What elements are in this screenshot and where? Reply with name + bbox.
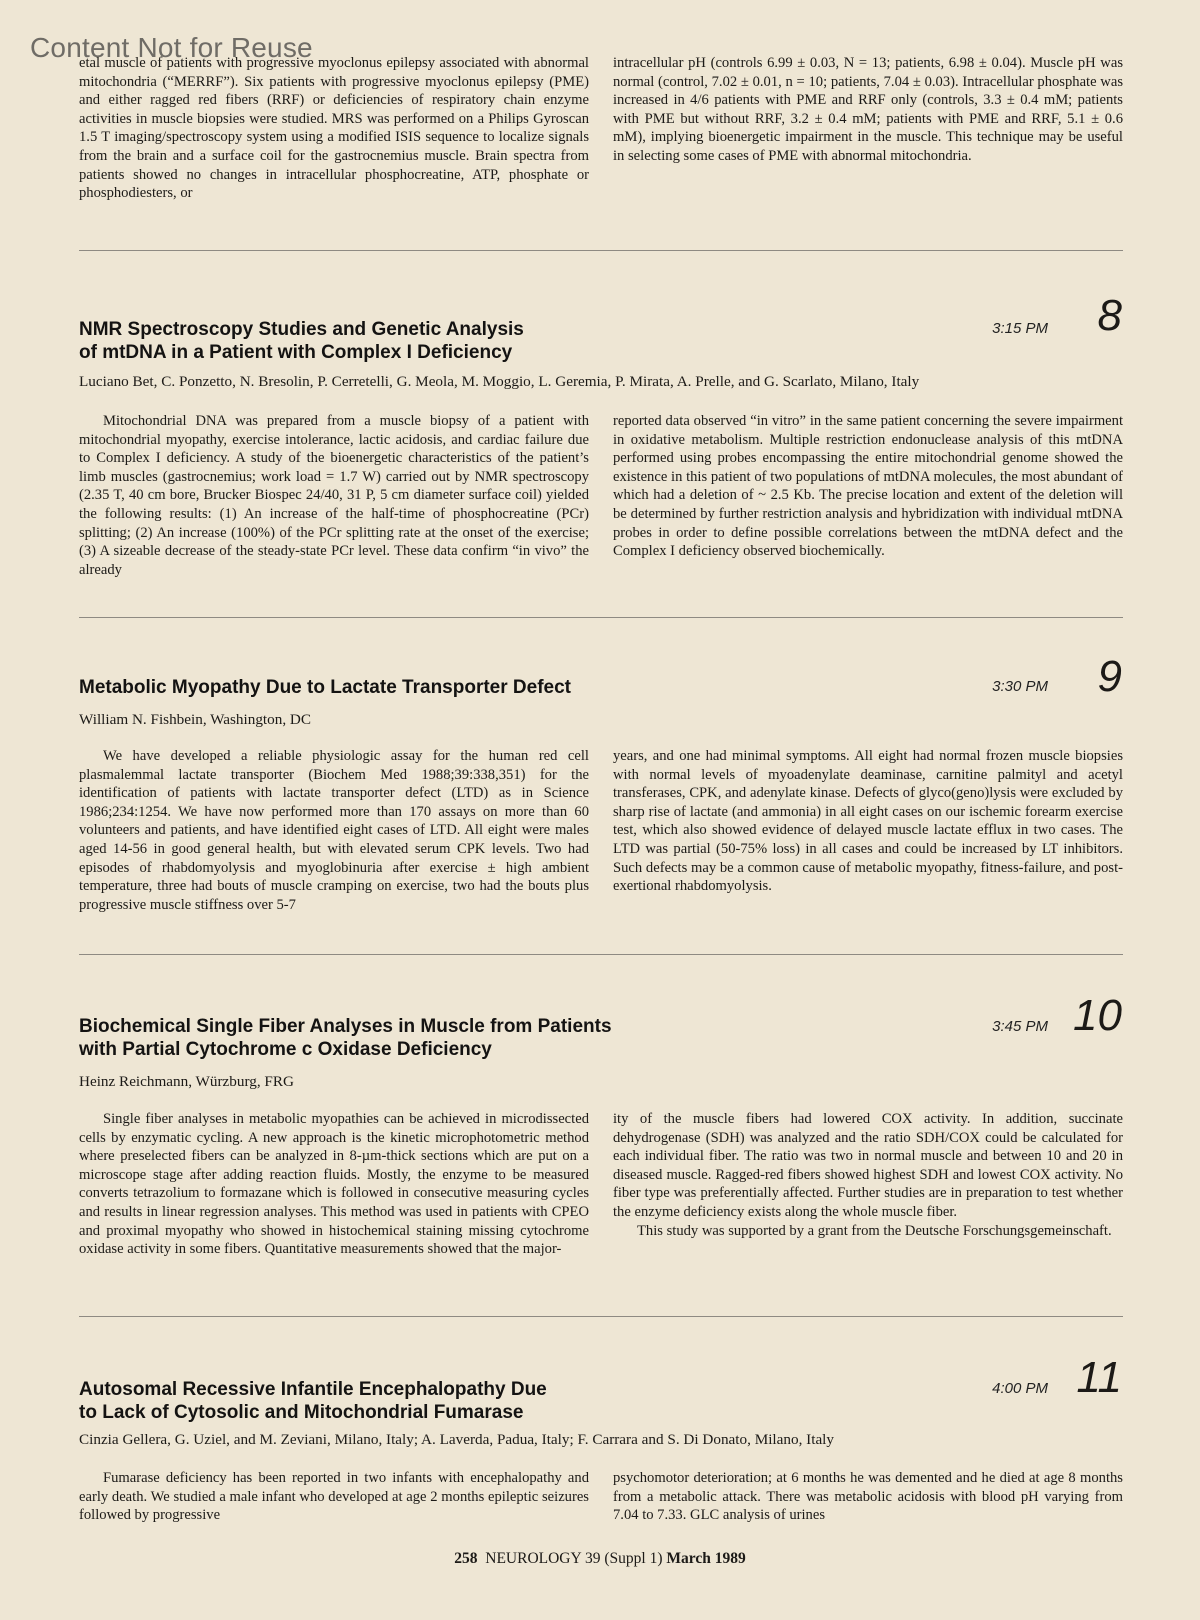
abstract-8-title xyxy=(79,318,899,364)
abstract-11-left-text: Fumarase deficiency has been reported in two infants with encephalopathy and early death. We studied a male infant who developed at age 2 months epileptic seizures followed by progressive xyxy=(79,1470,589,1524)
abstract-8-body xyxy=(79,412,1123,579)
abstract-11-title-line: Autosomal Recessive Infantile Encephalopathy Due xyxy=(79,1379,547,1400)
abstract-11-number: 11 xyxy=(1076,1353,1122,1402)
page-number: 258 xyxy=(454,1550,478,1567)
abstract-8-authors: Luciano Bet, C. Ponzetto, N. Bresolin, P. Cerretelli, G. Meola, M. Moggio, L. Geremia, P. Mirata, A. Prelle, and G. Scarlato, Milano, Italy xyxy=(79,373,920,390)
abstract-9-authors: William N. Fishbein, Washington, DC xyxy=(79,711,312,728)
abstract-8-time: 3:15 PM xyxy=(992,320,1048,337)
abstract-8-right-text: reported data observed “in vitro” in the same patient concerning the severe impairment in oxidative metabolism. Multiple restriction endonuclease analysis of this mtDNA performed using probes encompassing the entire mitochondrial genome showed the existence in this patient of two populations of mtDNA molecules, the most abundant of which had a deletion of ~ 2.5 Kb. The precise location and extent of the deletion will be determined by further restriction analysis and hybridization with individual mtDNA probes in order to define possible correlations between the mtDNA defect and the Complex I deficiency observed biochemically. xyxy=(613,413,1123,560)
abstract-10-right-text: ity of the muscle fibers had lowered COX activity. In addition, succinate dehydrogenase (SDH) was analyzed and the ratio SDH/COX could be calculated for each individual fiber. The ratio was two in normal muscle and between 10 and 20 in diseased muscle. Ragged-red fibers showed highest SDH and lowest COX activity. No fiber type was preferentially affected. Further studies are in preparation to test whether the enzyme deficiency exists along the whole muscle fiber. xyxy=(613,1111,1123,1220)
abstract-10-body xyxy=(79,1110,1123,1259)
abstract-10-acknowledgment: This study was supported by a grant from the Deutsche Forschungsgemeinschaft. xyxy=(637,1222,1112,1239)
abstract-9-number: 9 xyxy=(1097,652,1122,701)
abstract-9-right-text: years, and one had minimal symptoms. All eight had normal frozen muscle biopsies with normal levels of myoadenylate deaminase, carnitine palmityl and acetyl transferases, CPK, and adenylate kinase. Defects of glyco(geno)lysis were excluded by sharp rise of lactate (and ammonia) in all eight cases on our ischemic forearm exercise test, which also showed evidence of delayed muscle lactate efflux in two cases. The LTD was partial (50-75% loss) in all cases and could be increased by LT inhibitors. Such defects may be a common cause of metabolic myopathy, fitness-failure, and post-exertional rhabdomyolysis. xyxy=(613,748,1123,895)
abstract-8-title-line: of mtDNA in a Patient with Complex I Deficiency xyxy=(79,342,513,363)
abstract-9-title-line: Metabolic Myopathy Due to Lactate Transporter Defect xyxy=(79,677,571,698)
abstract-11-title xyxy=(79,1378,899,1424)
abstract-10-title-line: with Partial Cytochrome c Oxidase Deficiency xyxy=(79,1039,492,1060)
abstract-11-time: 4:00 PM xyxy=(992,1380,1048,1397)
page-footer xyxy=(0,1550,1200,1568)
section-divider xyxy=(79,250,1123,251)
abstract-11-body xyxy=(79,1469,1123,1525)
journal-name: NEUROLOGY 39 (Suppl 1) xyxy=(485,1550,663,1567)
intro-right-text: intracellular pH (controls 6.99 ± 0.03, N = 13; patients, 6.98 ± 0.04). Muscle pH was normal (control, 7.02 ± 0.01, n = 10; patients, 7.04 ± 0.03). Intracellular phosphate was increased in 4/6 patients with PME and RRF only (controls, 3.3 ± 0.4 mM; patients with PME but without RRF, 3.2 ± 0.4 mM; patients with PME and RRF, 5.1 ± 0.6 mM), implying bioenergetic impairment in the muscle. This technique may be useful in selecting some cases of PME with abnormal mitochondria. xyxy=(613,55,1123,164)
intro-columns xyxy=(79,54,1123,203)
section-divider xyxy=(79,617,1123,618)
abstract-8-title-line: NMR Spectroscopy Studies and Genetic Analysis xyxy=(79,319,524,340)
abstract-10-time: 3:45 PM xyxy=(992,1018,1048,1035)
abstract-10-left-text: Single fiber analyses in metabolic myopathies can be achieved in microdissected cells by enzymatic cycling. A new approach is the kinetic microphotometric method where preselected fibers can be analyzed in 8-µm-thick sections which are put on a microscope stage after adding reaction fluids. Mostly, the enzyme to be measured converts tetrazolium to formazane which is followed in consecutive measuring cycles and results in linear regression analyses. This method was used in patients with CPEO and proximal myopathy who showed in histochemical staining missing cytochrome oxidase activity in some fibers. Quantitative measurements showed that the major- xyxy=(79,1111,589,1258)
abstract-10-authors: Heinz Reichmann, Würzburg, FRG xyxy=(79,1073,294,1090)
abstract-11-right-text: psychomotor deterioration; at 6 months he was demented and he died at age 8 months from a metabolic attack. There was metabolic acidosis with blood pH varying from 7.04 to 7.33. GLC analysis of urines xyxy=(613,1470,1123,1524)
abstract-9-title xyxy=(79,676,899,699)
abstract-11-authors: Cinzia Gellera, G. Uziel, and M. Zeviani, Milano, Italy; A. Laverda, Padua, Italy; F. Carrara and S. Di Donato, Milano, Italy xyxy=(79,1431,834,1448)
watermark: Content Not for Reuse xyxy=(30,32,313,63)
section-divider xyxy=(79,1316,1123,1317)
abstract-10-number: 10 xyxy=(1073,991,1122,1040)
intro-left-text: etal muscle of patients with progressive myoclonus epilepsy associated with abnormal mitochondria (“MERRF”). Six patients with progressive myoclonus epilepsy (PME) and either ragged red fibers (RRF) or deficiencies of respiratory chain enzyme activities in muscle biopsies were studied. MRS was performed on a Philips Gyroscan 1.5 T imaging/spectroscopy system using a modified ISIS sequence to localize signals from the brain and a surface coil for the gastrocnemius muscle. Brain spectra from patients showed no changes in intracellular phosphocreatine, ATP, phosphate or phosphodiesters, or xyxy=(79,55,589,202)
abstract-9-body xyxy=(79,747,1123,914)
abstract-11-title-line: to Lack of Cytosolic and Mitochondrial Fumarase xyxy=(79,1402,524,1423)
abstract-10-title-line: Biochemical Single Fiber Analyses in Muscle from Patients xyxy=(79,1016,612,1037)
issue-date: March 1989 xyxy=(666,1550,746,1567)
abstract-9-left-text: We have developed a reliable physiologic assay for the human red cell plasmalemmal lactate transporter (Biochem Med 1988;39:338,351) for the identification of patients with lactate transporter defect (LTD) as in Science 1986;234:1254. We have now performed more than 170 assays on more than 60 volunteers and patients, and have identified eight cases of LTD. All eight were males aged 14-56 in good general health, but with elevated serum CPK levels. Two had episodes of rhabdomyolysis and myoglobinuria after exercise ± high ambient temperature, three had bouts of muscle cramping on exercise, two had the bouts plus progressive muscle stiffness over 5-7 xyxy=(79,748,589,913)
abstract-10-title xyxy=(79,1015,899,1061)
section-divider xyxy=(79,954,1123,955)
abstract-8-left-text: Mitochondrial DNA was prepared from a muscle biopsy of a patient with mitochondrial myopathy, exercise intolerance, lactic acidosis, and cardiac failure due to Complex I deficiency. A study of the bioenergetic characteristics of the patient’s limb muscles (gastrocnemius; work load = 1.7 W) carried out by NMR spectroscopy (2.35 T, 40 cm bore, Brucker Biospec 24/40, 31 P, 5 cm diameter surface coil) yielded the following results: (1) An increase of the half-time of phosphocreatine (PCr) splitting; (2) An increase (100%) of the PCr splitting rate at the onset of the exercise; (3) A sizeable decrease of the steady-state PCr level. These data confirm “in vivo” the already xyxy=(79,413,589,578)
abstract-8-number: 8 xyxy=(1097,291,1122,340)
abstract-9-time: 3:30 PM xyxy=(992,678,1048,695)
